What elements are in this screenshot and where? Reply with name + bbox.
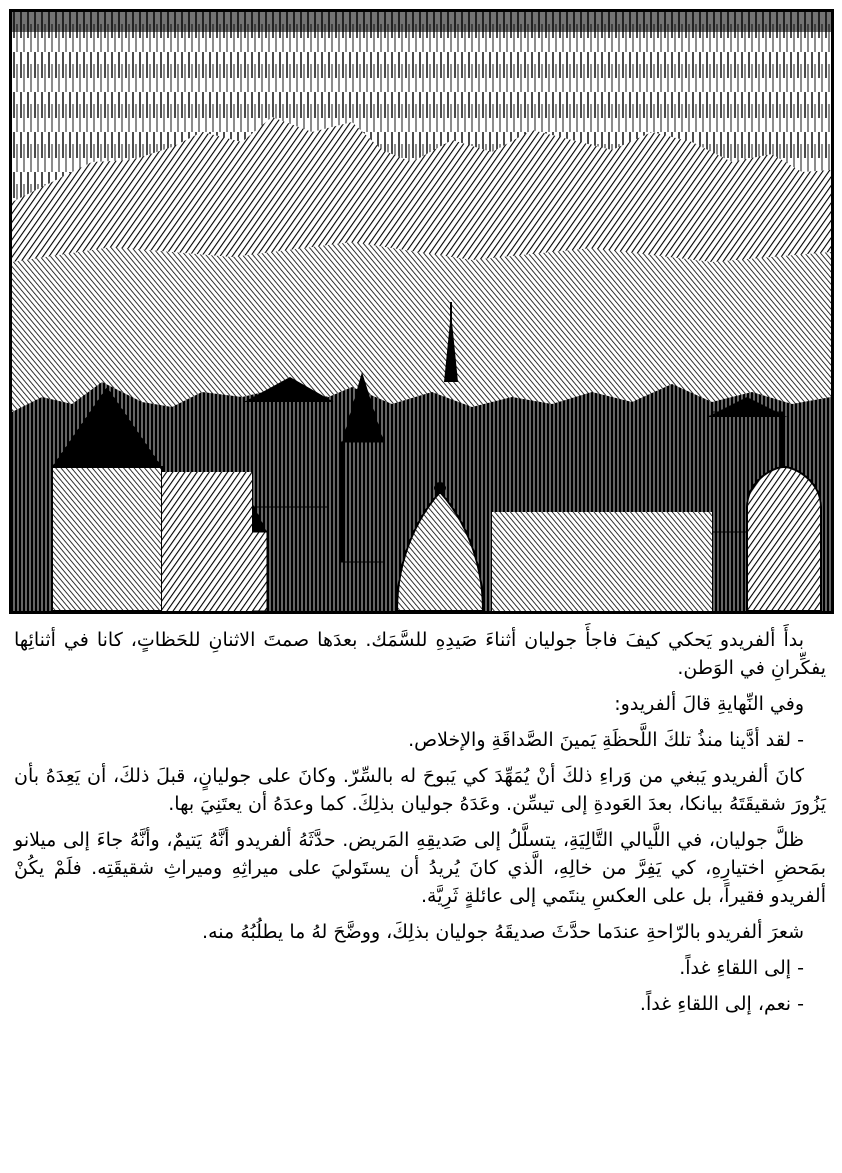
city-mountain-engraving <box>12 12 831 611</box>
paragraph-2: وفي النِّهايةِ قالَ ألفريدو: <box>614 693 804 715</box>
paragraph-3: - لقد أدَّينا منذُ تلكَ اللَّحظَةِ يَمينَ الصَّداقَةِ والإخلاص. <box>408 729 804 751</box>
paragraph-1: بدأَ ألفريدو يَحكي كيفَ فاجأَ جوليان أثناءَ صَيدِهِ للسَّمَك. بعدَها صمتَ الاثنانِ للحَظاتٍ، كانا في أثنائِها يفكِّرانِ في الوَطن. <box>14 629 826 679</box>
paragraph-6: شعرَ ألفريدو بالرّاحةِ عندَما حدَّثَ صديقَهُ جوليان بذلِكَ، ووضَّحَ لهُ ما يطلُبُهُ منه. <box>202 921 804 943</box>
illustration <box>9 9 834 614</box>
tower-mid-left <box>244 377 334 507</box>
story-text <box>14 626 826 1026</box>
paragraph-5: ظلَّ جوليان، في اللَّيالي التَّالِيَةِ، يتسلَّلُ إلى صَديقِهِ المَريض. حدَّثَهُ ألفريدو أنَّهُ يَتيمٌ، وأنَّهُ جاءَ إلى ميلانو بمَحضِ اختيارِهِ، كي يَفِرَّ من خالِهِ، الَّذي كانَ يُريدُ أن يستَوليَ على ميراثِهِ وميراثِ شقيقَتِه. فلَمْ يكُنْ ألفريدو فقيراً، بل على العكسِ ينتَمي إلى عائلةٍ ثَرِيَّة. <box>14 829 826 907</box>
paragraph-4: كانَ ألفريدو يَبغي من وَراءِ ذلكَ أنْ يُمَهِّدَ كي يَبوحَ له بالسِّرّ. وكانَ على جوليانٍ، قبلَ ذلكَ، أن يَعِدَهُ بأن يَزُورَ شقيقَتَهُ بيانكا، بعدَ العَودةِ إلى تيسِّن. وعَدَهُ جوليان بذلِكَ. كما وعدَهُ أن يعتَنِيَ بها. <box>14 765 826 815</box>
paragraph-8: - نعم، إلى اللقاءِ غداً. <box>639 993 804 1015</box>
turret-right <box>747 467 821 611</box>
paragraph-7: - إلى اللقاءِ غداً. <box>679 957 804 979</box>
